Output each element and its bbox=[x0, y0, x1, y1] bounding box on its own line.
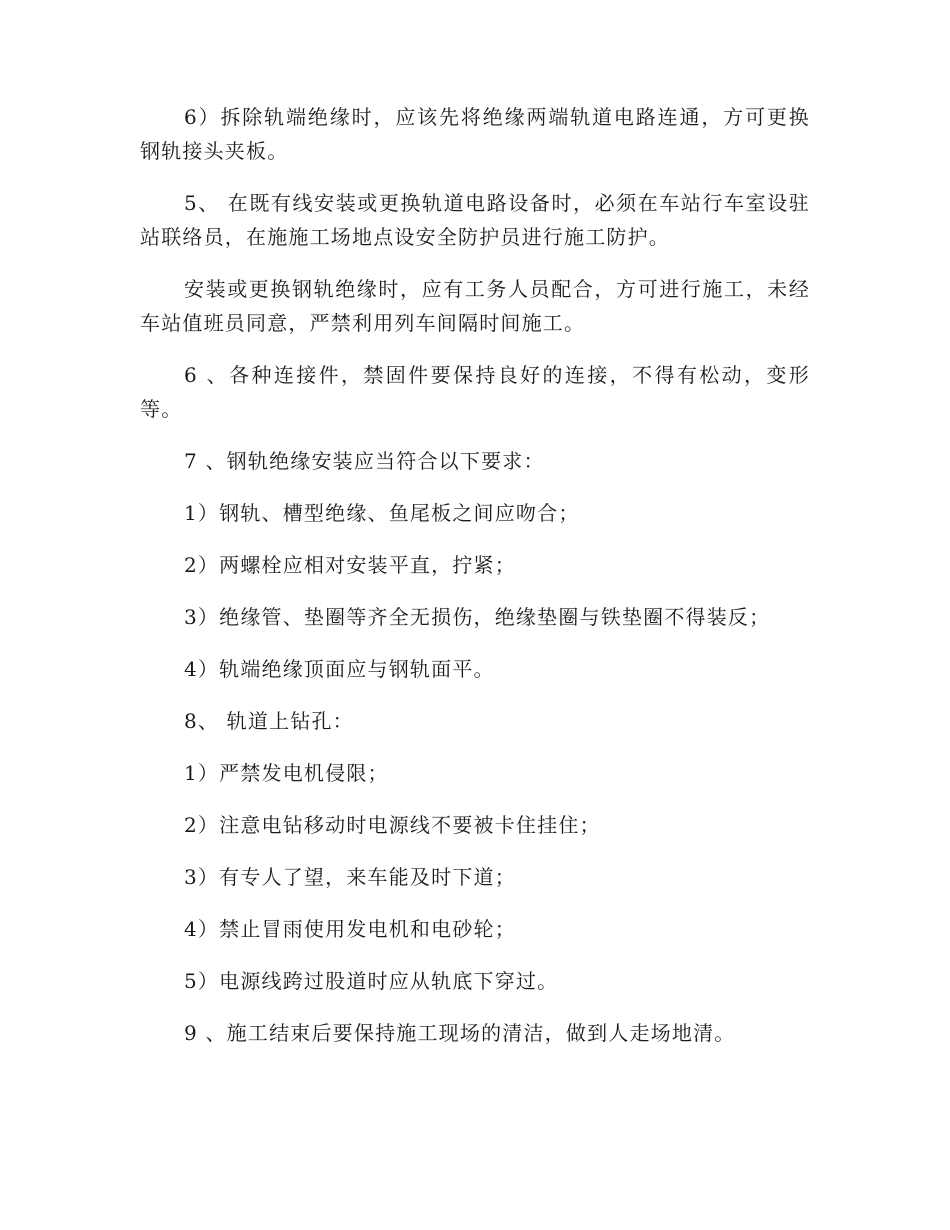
paragraph-cleanup: 9 、施工结束后要保持施工现场的清洁，做到人走场地清。 bbox=[184, 1021, 736, 1045]
list-item-drilling-5: 5）电源线跨过股道时应从轨底下穿过。 bbox=[184, 969, 559, 993]
list-item-requirement-2: 2）两螺栓应相对安装平直，拧紧； bbox=[184, 553, 516, 577]
paragraph-rail-insulation-cooperation: 安装或更换钢轨绝缘时，应有工务人员配合，方可进行施工，未经车站值班员同意，严禁利用列车间隔时间施工。 bbox=[140, 277, 810, 335]
list-item-drilling-1: 1）严禁发电机侵限； bbox=[184, 761, 389, 785]
paragraph-install-track-circuit: 5、 在既有线安装或更换轨道电路设备时，必须在车站行车室设驻站联络员，在施施工场地点设安全防护员进行施工防护。 bbox=[140, 191, 810, 249]
paragraph-connectors: 6 、各种连接件，禁固件要保持良好的连接，不得有松动，变形等。 bbox=[140, 363, 810, 421]
paragraph-remove-rail-insulation: 6）拆除轨端绝缘时，应该先将绝缘两端轨道电路连通，方可更换钢轨接头夹板。 bbox=[140, 105, 810, 163]
list-item-drilling-4: 4）禁止冒雨使用发电机和电砂轮； bbox=[184, 917, 516, 941]
list-item-requirement-4: 4）轨端绝缘顶面应与钢轨面平。 bbox=[184, 657, 495, 681]
document-body bbox=[140, 100, 810, 1068]
list-item-requirement-3: 3）绝缘管、垫圈等齐全无损伤，绝缘垫圈与铁垫圈不得装反； bbox=[184, 605, 771, 629]
list-item-requirement-1: 1）钢轨、槽型绝缘、鱼尾板之间应吻合； bbox=[184, 501, 580, 525]
list-item-drilling-3: 3）有专人了望，来车能及时下道； bbox=[184, 865, 516, 889]
list-item-drilling-2: 2）注意电钻移动时电源线不要被卡住挂住； bbox=[184, 813, 601, 837]
paragraph-drilling-heading: 8、 轨道上钻孔： bbox=[184, 709, 354, 733]
paragraph-insulation-requirements-heading: 7 、钢轨绝缘安装应当符合以下要求： bbox=[184, 449, 545, 473]
